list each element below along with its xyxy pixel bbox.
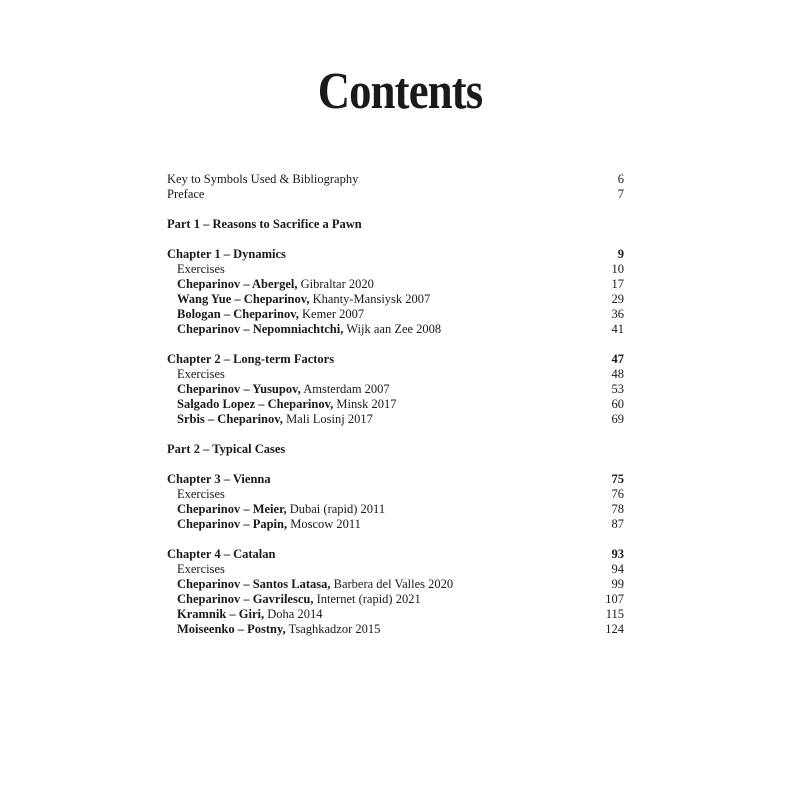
toc-entry-page: 53 bbox=[611, 382, 624, 396]
chapter-heading-2 bbox=[167, 352, 624, 367]
chapter-heading-label: Chapter 3 – Vienna bbox=[167, 472, 271, 486]
part-heading-1 bbox=[167, 217, 624, 232]
toc-entry-game bbox=[167, 502, 624, 517]
toc-entry-game bbox=[167, 292, 624, 307]
toc-entry-page: 17 bbox=[611, 277, 624, 291]
game-players: Cheparinov – Santos Latasa, bbox=[177, 577, 331, 591]
toc-entry-game bbox=[167, 382, 624, 397]
game-players: Wang Yue – Cheparinov, bbox=[177, 292, 310, 306]
chapter-heading-1 bbox=[167, 247, 624, 262]
chapter-heading-4 bbox=[167, 547, 624, 562]
chapter-heading-3 bbox=[167, 472, 624, 487]
game-title bbox=[177, 412, 373, 427]
toc-entry-exercises bbox=[167, 262, 624, 277]
game-event: Minsk 2017 bbox=[333, 397, 397, 411]
toc-entry-label: Preface bbox=[167, 187, 205, 201]
game-event: Barbera del Valles 2020 bbox=[330, 577, 454, 591]
toc-entry-game bbox=[167, 592, 624, 607]
toc-entry-page: 7 bbox=[617, 187, 624, 201]
toc-entry-page: 76 bbox=[611, 487, 624, 501]
game-title bbox=[177, 277, 374, 292]
toc-entry-page: 10 bbox=[611, 262, 624, 276]
toc-entry-page: 99 bbox=[611, 577, 624, 591]
game-players: Cheparinov – Yusupov, bbox=[177, 382, 301, 396]
toc-entry-label: Exercises bbox=[177, 262, 225, 276]
toc-entry-page: 48 bbox=[611, 367, 624, 381]
table-of-contents bbox=[167, 172, 624, 637]
game-title bbox=[177, 592, 421, 607]
toc-entry-page: 94 bbox=[611, 562, 624, 576]
game-event: Internet (rapid) 2021 bbox=[313, 592, 421, 606]
toc-entry-page: 78 bbox=[611, 502, 624, 516]
game-title bbox=[177, 502, 385, 517]
toc-entry-label: Exercises bbox=[177, 487, 225, 501]
toc-entry-page: 41 bbox=[611, 322, 624, 336]
game-event: Kemer 2007 bbox=[298, 307, 365, 321]
toc-entry-label: Key to Symbols Used & Bibliography bbox=[167, 172, 359, 186]
game-players: Kramnik – Giri, bbox=[177, 607, 265, 621]
toc-entry-label: Exercises bbox=[177, 562, 225, 576]
game-players: Salgado Lopez – Cheparinov, bbox=[177, 397, 334, 411]
toc-entry-game bbox=[167, 307, 624, 322]
toc-entry-game bbox=[167, 397, 624, 412]
toc-entry-page: 124 bbox=[605, 622, 624, 636]
toc-entry-game bbox=[167, 412, 624, 427]
toc-entry-exercises bbox=[167, 367, 624, 382]
toc-entry-page: 36 bbox=[611, 307, 624, 321]
toc-entry-game bbox=[167, 517, 624, 532]
chapter-heading-label: Chapter 4 – Catalan bbox=[167, 547, 276, 561]
game-title bbox=[177, 397, 396, 412]
game-players: Cheparinov – Abergel, bbox=[177, 277, 298, 291]
toc-entry-label: Exercises bbox=[177, 367, 225, 381]
game-title bbox=[177, 517, 361, 532]
chapter-heading-page: 47 bbox=[611, 352, 624, 366]
game-event: Wijk aan Zee 2008 bbox=[343, 322, 442, 336]
game-event: Doha 2014 bbox=[264, 607, 323, 621]
game-players: Srbis – Cheparinov, bbox=[177, 412, 283, 426]
chapter-heading-page: 93 bbox=[611, 547, 624, 561]
toc-entry-page: 69 bbox=[611, 412, 624, 426]
toc-entry-game bbox=[167, 277, 624, 292]
game-players: Moiseenko – Postny, bbox=[177, 622, 286, 636]
game-players: Cheparinov – Nepomniachtchi, bbox=[177, 322, 344, 336]
toc-entry-game bbox=[167, 607, 624, 622]
game-players: Cheparinov – Meier, bbox=[177, 502, 287, 516]
game-event: Khanty-Mansiysk 2007 bbox=[309, 292, 431, 306]
game-title bbox=[177, 622, 380, 637]
game-event: Moscow 2011 bbox=[287, 517, 361, 531]
toc-entry-game bbox=[167, 622, 624, 637]
chapter-heading-label: Chapter 1 – Dynamics bbox=[167, 247, 286, 261]
toc-entry-preface bbox=[167, 187, 624, 202]
toc-entry-game bbox=[167, 577, 624, 592]
chapter-heading-label: Chapter 2 – Long-term Factors bbox=[167, 352, 335, 366]
part-heading-label: Part 1 – Reasons to Sacrifice a Pawn bbox=[167, 217, 362, 231]
toc-entry-page: 6 bbox=[617, 172, 624, 186]
game-event: Mali Losinj 2017 bbox=[282, 412, 373, 426]
game-title bbox=[177, 307, 364, 322]
game-event: Dubai (rapid) 2011 bbox=[286, 502, 386, 516]
toc-entry-page: 29 bbox=[611, 292, 624, 306]
game-title bbox=[177, 577, 453, 592]
game-event: Amsterdam 2007 bbox=[300, 382, 390, 396]
game-players: Cheparinov – Papin, bbox=[177, 517, 288, 531]
part-heading-2 bbox=[167, 442, 624, 457]
game-players: Cheparinov – Gavrilescu, bbox=[177, 592, 314, 606]
toc-entry-page: 115 bbox=[605, 607, 624, 621]
toc-entry-page: 87 bbox=[611, 517, 624, 531]
game-event: Gibraltar 2020 bbox=[297, 277, 374, 291]
game-title bbox=[177, 322, 441, 337]
part-heading-label: Part 2 – Typical Cases bbox=[167, 442, 286, 456]
toc-entry-game bbox=[167, 322, 624, 337]
toc-entry-key-to-symbols bbox=[167, 172, 624, 187]
game-title bbox=[177, 292, 430, 307]
toc-entry-exercises bbox=[167, 487, 624, 502]
toc-entry-page: 107 bbox=[605, 592, 624, 606]
chapter-heading-page: 75 bbox=[611, 472, 624, 486]
toc-entry-page: 60 bbox=[611, 397, 624, 411]
toc-entry-exercises bbox=[167, 562, 624, 577]
game-title bbox=[177, 607, 322, 622]
page-title: Contents bbox=[317, 63, 483, 120]
game-event: Tsaghkadzor 2015 bbox=[285, 622, 381, 636]
game-title bbox=[177, 382, 390, 397]
chapter-heading-page: 9 bbox=[617, 247, 624, 261]
game-players: Bologan – Cheparinov, bbox=[177, 307, 299, 321]
